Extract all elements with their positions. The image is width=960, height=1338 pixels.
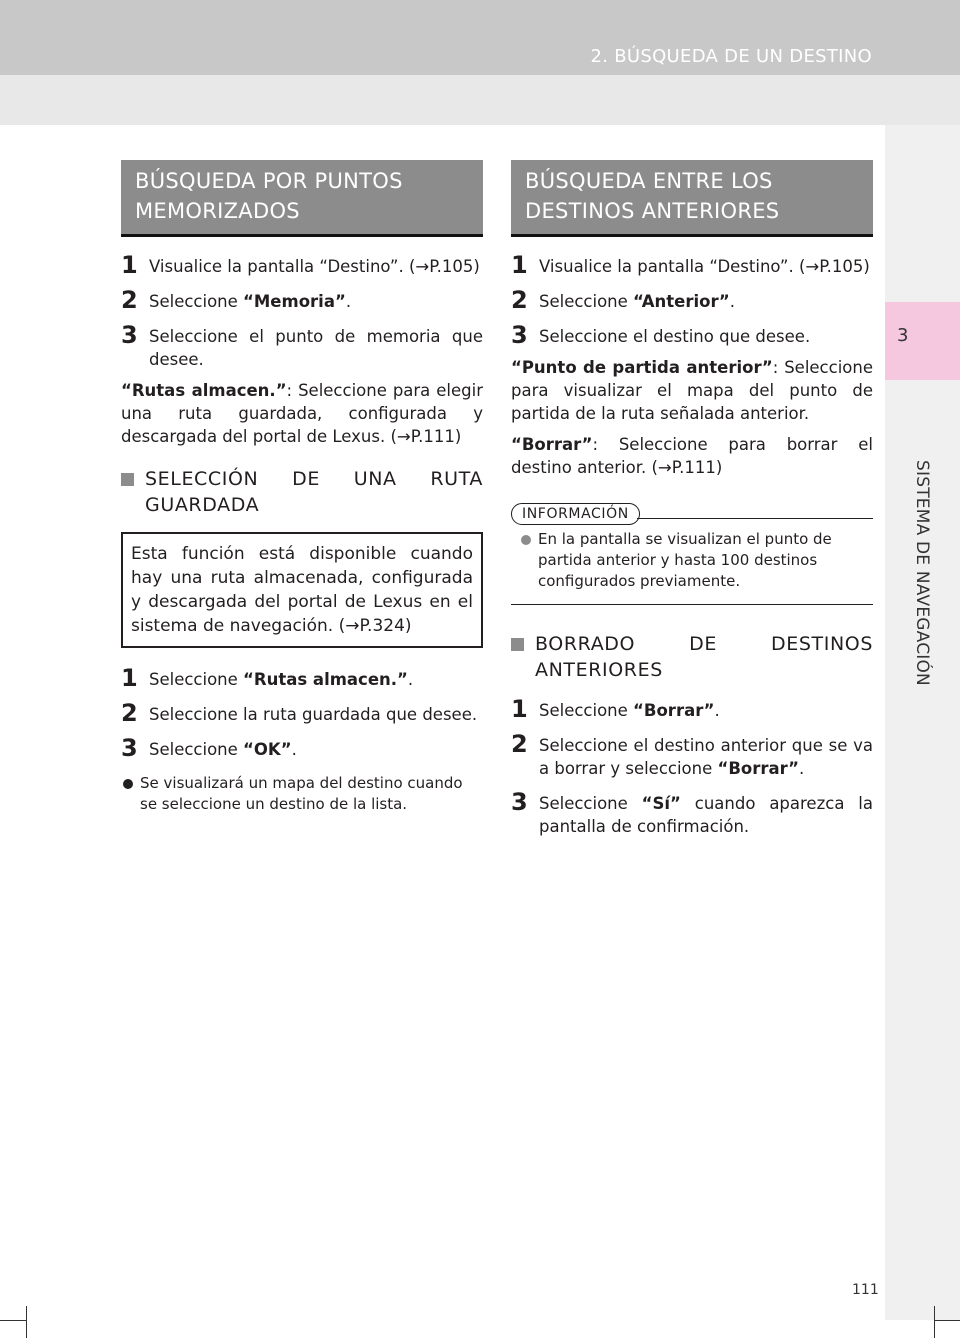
step <box>511 286 873 314</box>
step <box>121 286 483 314</box>
chapter-tab-number: 3 <box>897 325 909 346</box>
step <box>511 695 873 723</box>
option-label: “Borrar” <box>633 701 715 720</box>
step-text: Visualice la pantalla “Destino”. (→P.105) <box>149 257 480 276</box>
crop-mark <box>26 1306 27 1338</box>
subsection-heading <box>121 466 483 518</box>
option-label: “Rutas almacen.” <box>243 670 408 689</box>
option-label: “Borrar” <box>717 759 799 778</box>
option-text: : Seleccione para elegir una ruta guardada, configurada y descargada del portal de Lexus. (→P.111) <box>121 381 483 446</box>
step-text: . <box>345 292 352 311</box>
step-number: 1 <box>511 695 528 723</box>
step-text: cuando aparezca la pantalla de confirmación. <box>539 794 873 836</box>
crop-mark <box>934 1306 935 1338</box>
page-number: 111 <box>852 1282 879 1298</box>
heading-line: DESTINOS ANTERIORES <box>525 199 780 223</box>
step-text: Seleccione el punto de memoria que desee. <box>149 327 483 369</box>
step-text: . <box>407 670 414 689</box>
step-text: Seleccione <box>539 701 634 720</box>
step-text: Seleccione la ruta guardada que desee. <box>149 705 478 724</box>
step-number: 3 <box>511 788 528 816</box>
step-text: . <box>291 740 297 759</box>
option-label: “OK” <box>243 740 292 759</box>
subsection-title: SELECCIÓN DE UNA RUTA GUARDADA <box>145 468 483 516</box>
step <box>121 664 483 692</box>
step <box>121 251 483 279</box>
heading-line: BÚSQUEDA POR PUNTOS <box>135 169 403 193</box>
left-column <box>121 160 483 815</box>
subsection-heading <box>511 631 873 683</box>
step <box>511 321 873 349</box>
bullet-text: En la pantalla se visualizan el punto de partida anterior y hasta 100 destinos configurados previamente. <box>538 530 832 590</box>
step-text: Seleccione el destino anterior que se va a borrar y seleccione <box>539 736 873 778</box>
step-text: . <box>714 701 720 720</box>
step-number: 3 <box>511 321 528 349</box>
bullet-dot-icon <box>521 535 531 545</box>
step-text: Seleccione <box>149 740 244 759</box>
step-number: 1 <box>121 251 138 279</box>
step-text: . <box>729 292 736 311</box>
step-number: 2 <box>121 699 138 727</box>
chapter-tab-label: SISTEMA DE NAVEGACIÓN <box>912 460 932 686</box>
option-label: “Borrar” <box>511 435 593 454</box>
step-number: 2 <box>121 286 138 314</box>
step <box>121 321 483 371</box>
subsection-title: BORRADO DE DESTINOS ANTERIORES <box>535 633 873 681</box>
option-description <box>511 356 873 425</box>
option-text: : Seleccione para visualizar el mapa del punto de partida de la ruta señalada anterior. <box>511 358 873 423</box>
step-text: Seleccione <box>149 670 244 689</box>
note-box: Esta función está disponible cuando hay una ruta almacenada, configurada y descargada del portal de Lexus en el sistema de navegación. (→P.324) <box>121 532 483 648</box>
step-number: 2 <box>511 730 528 758</box>
step-text: Seleccione el destino que desee. <box>539 327 811 346</box>
bullet-text: Se visualizará un mapa del destino cuando se seleccione un destino de la lista. <box>140 774 463 813</box>
bullet-item <box>121 773 483 815</box>
option-label: “Rutas almacen.” <box>121 381 287 400</box>
step-text: Seleccione <box>539 292 634 311</box>
step <box>511 251 873 279</box>
step-number: 3 <box>121 734 138 762</box>
step <box>511 788 873 838</box>
step-number: 2 <box>511 286 528 314</box>
option-label: “Sí” <box>641 794 681 813</box>
chapter-title: 2. BÚSQUEDA DE UN DESTINO <box>590 46 872 67</box>
section-heading-memorized <box>121 160 483 237</box>
step-number: 3 <box>121 321 138 349</box>
step <box>121 734 483 762</box>
option-label: “Anterior” <box>633 292 730 311</box>
step-text: . <box>798 759 805 778</box>
bullet-dot-icon <box>123 779 133 789</box>
step-number: 1 <box>121 664 138 692</box>
step-text: Visualice la pantalla “Destino”. (→P.105) <box>539 257 870 276</box>
crop-mark <box>0 1320 26 1321</box>
section-heading-previous <box>511 160 873 237</box>
info-rule <box>637 518 873 519</box>
step-text: Seleccione <box>149 292 244 311</box>
right-column <box>511 160 873 838</box>
heading-line: MEMORIZADOS <box>135 199 300 223</box>
step <box>121 699 483 727</box>
bullet-item <box>519 529 865 592</box>
crop-mark <box>934 1320 960 1321</box>
option-text: : Seleccione para borrar el destino anterior. (→P.111) <box>511 435 873 477</box>
option-label: “Punto de partida anterior” <box>511 358 773 377</box>
step-number: 1 <box>511 251 528 279</box>
option-description <box>121 379 483 448</box>
info-box <box>511 503 873 605</box>
step <box>511 730 873 780</box>
option-description <box>511 433 873 479</box>
step-text: Seleccione <box>539 794 642 813</box>
header-sub-bar <box>0 75 960 125</box>
square-bullet-icon <box>121 473 134 486</box>
square-bullet-icon <box>511 638 524 651</box>
info-label: INFORMACIÓN <box>511 503 640 525</box>
option-label: “Memoria” <box>243 292 346 311</box>
info-body <box>511 529 873 605</box>
heading-line: BÚSQUEDA ENTRE LOS <box>525 169 773 193</box>
